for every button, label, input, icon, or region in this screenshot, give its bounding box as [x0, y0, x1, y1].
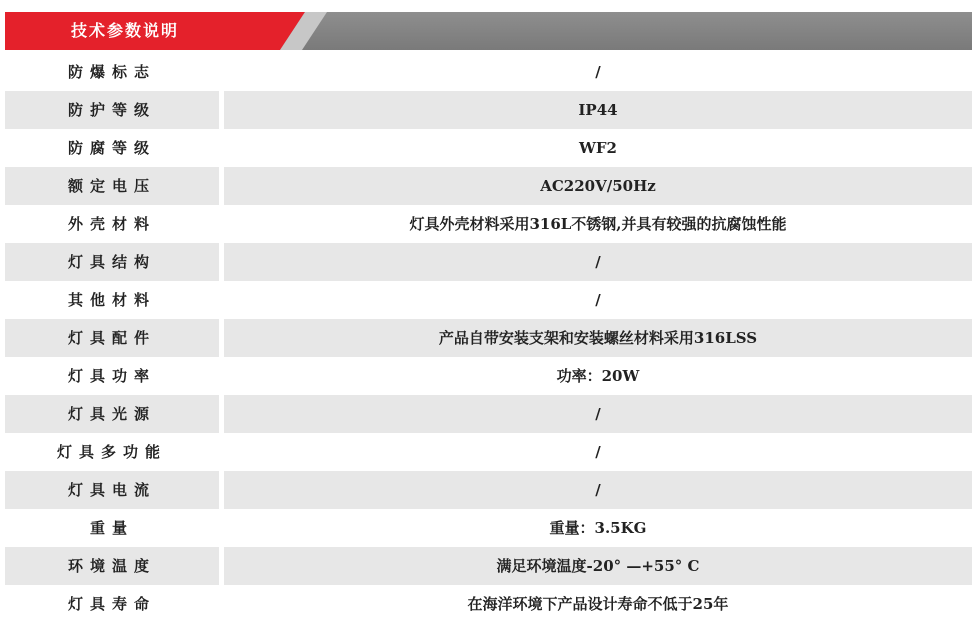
row-value: /	[224, 395, 972, 433]
row-label: 灯具功率	[5, 357, 219, 395]
section-header	[5, 12, 972, 50]
table-row	[5, 357, 972, 395]
row-label: 外壳材料	[5, 205, 219, 243]
row-label: 灯具结构	[5, 243, 219, 281]
row-value: /	[224, 433, 972, 471]
table-row	[5, 509, 972, 547]
row-value: /	[224, 281, 972, 319]
row-label: 灯具光源	[5, 395, 219, 433]
row-label: 灯具多功能	[5, 433, 219, 471]
table-row	[5, 91, 972, 129]
table-row	[5, 433, 972, 471]
table-row	[5, 547, 972, 585]
table-row	[5, 585, 972, 623]
table-row	[5, 395, 972, 433]
row-label: 额定电压	[5, 167, 219, 205]
section-title: 技术参数说明	[71, 21, 180, 40]
table-row	[5, 243, 972, 281]
spec-table	[5, 53, 972, 623]
table-row	[5, 167, 972, 205]
row-value: IP44	[224, 91, 972, 129]
table-row	[5, 205, 972, 243]
table-row	[5, 471, 972, 509]
row-label: 防护等级	[5, 91, 219, 129]
row-label: 灯具寿命	[5, 585, 219, 623]
row-label: 灯具配件	[5, 319, 219, 357]
row-value: AC220V/50Hz	[224, 167, 972, 205]
row-value: 在海洋环境下产品设计寿命不低于25年	[224, 585, 972, 623]
row-value: 功率：20W	[224, 357, 972, 395]
row-value: WF2	[224, 129, 972, 167]
row-value: 灯具外壳材料采用316L不锈钢,并具有较强的抗腐蚀性能	[224, 205, 972, 243]
row-label: 防腐等级	[5, 129, 219, 167]
table-row	[5, 319, 972, 357]
row-value: /	[224, 471, 972, 509]
table-row	[5, 281, 972, 319]
row-value: /	[224, 243, 972, 281]
row-value: 满足环境温度-20° —+55° C	[224, 547, 972, 585]
row-value: 产品自带安装支架和安装螺丝材料采用316LSS	[224, 319, 972, 357]
row-label: 灯具电流	[5, 471, 219, 509]
row-label: 防爆标志	[5, 53, 219, 91]
row-label: 其他材料	[5, 281, 219, 319]
row-value: 重量：3.5KG	[224, 509, 972, 547]
row-label: 重量	[5, 509, 219, 547]
table-row	[5, 53, 972, 91]
table-row	[5, 129, 972, 167]
row-value: /	[224, 53, 972, 91]
row-label: 环境温度	[5, 547, 219, 585]
